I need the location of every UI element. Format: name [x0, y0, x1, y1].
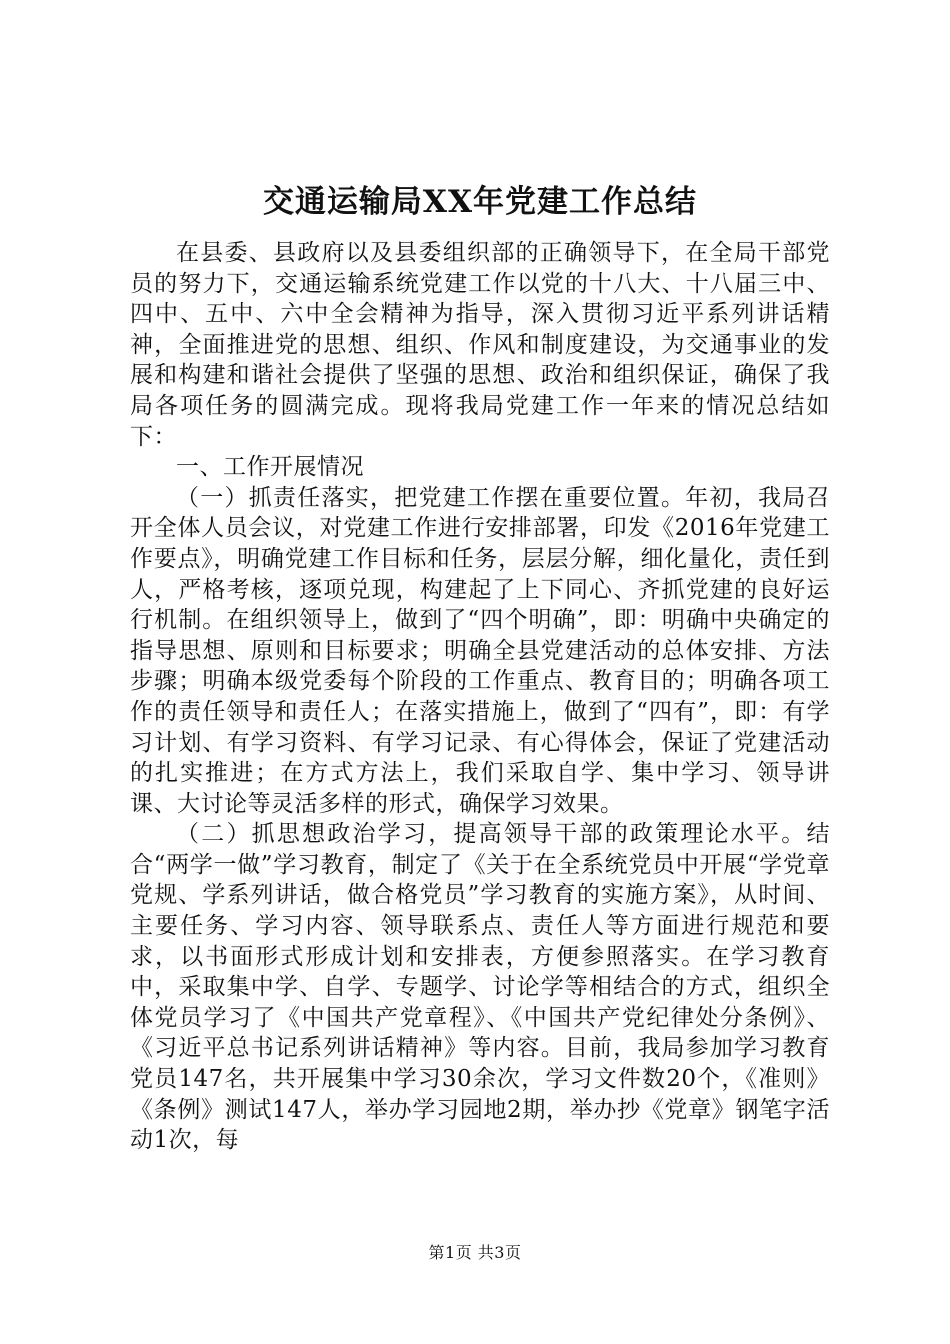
document-page [130, 180, 830, 1156]
section-heading: 一、工作开展情况 [176, 454, 364, 481]
page-footer: 第1页 共3页 [428, 1243, 522, 1262]
intro-paragraph: 在县委、县政府以及县委组织部的正确领导下，在全局干部党员的努力下，交通运输系统党建工作以党的十八大、十八届三中、四中、五中、六中全会精神为指导，深入贯彻习近平系列讲话精神，全面推进党的思想、组织、作风和制度建设，为交通事业的发展和构建和谐社会提供了坚强的思想、政治和组织保证，确保了我局各项任务的圆满完成。现将我局党建工作一年来的情况总结如下： [130, 240, 830, 450]
document-title: 交通运输局XX年党建工作总结 [262, 184, 698, 220]
body-paragraph-study: （二）抓思想政治学习，提高领导干部的政策理论水平。结合“两学一做”学习教育，制定了《关于在全系统党员中开展“学党章党规、学系列讲话，做合格党员”学习教育的实施方案》，从时间、主要任务、学习内容、领导联系点、责任人等方面进行规范和要求，以书面形式形成计划和安排表，方便参照落实。在学习教育中，采取集中学、自学、专题学、讨论学等相结合的方式，组织全体党员学习了《中国共产党章程》、《中国共产党纪律处分条例》、《习近平总书记系列讲话精神》等内容。目前，我局参加学习教育党员147名，共开展集中学习30余次，学习文件数20个，《准则》《条例》测试147人，举办学习园地2期，举办抄《党章》钢笔字活动1次，每 [130, 821, 830, 1154]
body-paragraph-responsibility: （一）抓责任落实，把党建工作摆在重要位置。年初，我局召开全体人员会议，对党建工作进行安排部署，印发《2016年党建工作要点》，明确党建工作目标和任务，层层分解，细化量化，责任到人，严格考核，逐项兑现，构建起了上下同心、齐抓党建的良好运行机制。在组织领导上，做到了“四个明确”，即：明确中央确定的指导思想、原则和目标要求；明确全县党建活动的总体安排、方法步骤；明确本级党委每个阶段的工作重点、教育目的；明确各项工作的责任领导和责任人；在落实措施上，做到了“四有”，即：有学习计划、有学习资料、有学习记录、有心得体会，保证了党建活动的扎实推进；在方式方法上，我们采取自学、集中学习、领导讲课、大讨论等灵活多样的形式，确保学习效果。 [130, 484, 830, 817]
